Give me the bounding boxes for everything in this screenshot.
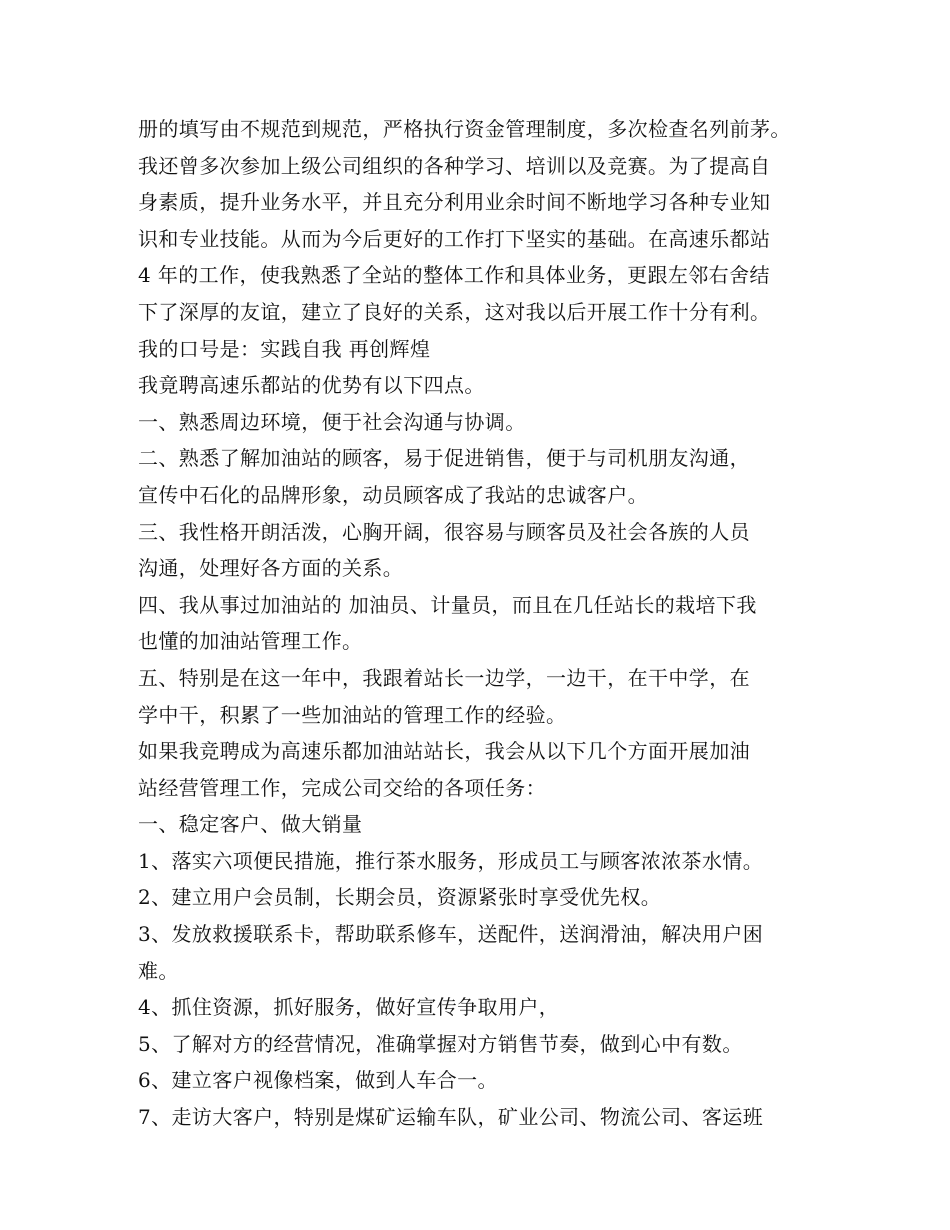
section-heading: 一、稳定客户、做大销量 — [138, 812, 363, 837]
text-line: 沟通，处理好各方面的关系。 — [138, 556, 404, 581]
list-item: 一、熟悉周边环境，便于社会沟通与协调。 — [138, 409, 526, 434]
text-line: 站经营管理工作，完成公司交给的各项任务： — [138, 775, 546, 800]
document-body — [138, 111, 828, 1136]
text-line: 宣传中石化的品牌形象，动员顾客成了我站的忠诚客户。 — [138, 482, 648, 507]
text-line: 也懂的加油站管理工作。 — [138, 629, 363, 654]
list-item: 4、抓住资源，抓好服务，做好宣传争取用户， — [138, 995, 560, 1020]
list-item: 6、建立客户视像档案，做到人车合一。 — [138, 1068, 498, 1093]
list-item: 1、落实六项便民措施，推行茶水服务，形成员工与顾客浓浓茶水情。 — [138, 848, 764, 873]
list-item: 3、发放救援联系卡，帮助联系修车，送配件，送润滑油，解决用户困 — [138, 922, 764, 947]
text-line: 学中干，积累了一些加油站的管理工作的经验。 — [138, 702, 567, 727]
list-item: 7、走访大客户，特别是煤矿运输车队，矿业公司、物流公司、客运班 — [138, 1105, 764, 1130]
list-item: 5、了解对方的经营情况，准确掌握对方销售节奏，做到心中有数。 — [138, 1031, 743, 1056]
text-line: 册的填写由不规范到规范，严格执行资金管理制度，多次检查名列前茅。 — [138, 117, 791, 141]
text-line: 4 年的工作，使我熟悉了全站的整体工作和具体业务，更跟左邻右舍结 — [138, 263, 770, 288]
list-item: 三、我性格开朗活泼，心胸开阔，很容易与顾客员及社会各族的人员 — [138, 519, 750, 544]
slogan-line: 我的口号是：实践自我 再创辉煌 — [138, 336, 431, 361]
text-line: 难。 — [138, 958, 179, 983]
list-item: 2、建立用户会员制，长期会员，资源紧张时享受优先权。 — [138, 885, 662, 910]
list-item: 二、熟悉了解加油站的顾客，易于促进销售，便于与司机朋友沟通， — [138, 446, 750, 471]
text-line: 我还曾多次参加上级公司组织的各种学习、培训以及竞赛。为了提高自 — [138, 153, 771, 178]
text-line: 我竟聘高速乐都站的优势有以下四点。 — [138, 373, 485, 398]
text-line: 如果我竞聘成为高速乐都加油站站长，我会从以下几个方面开展加油 — [138, 739, 750, 764]
list-item: 五、特别是在这一年中，我跟着站长一边学，一边干，在干中学，在 — [138, 665, 750, 690]
text-line: 下了深厚的友谊，建立了良好的关系，这对我以后开展工作十分有利。 — [138, 299, 771, 324]
list-item: 四、我从事过加油站的 加油员、计量员，而且在几任站长的栽培下我 — [138, 592, 757, 617]
text-line: 识和专业技能。从而为今后更好的工作打下坚实的基础。在高速乐都站 — [138, 226, 771, 251]
text-line: 身素质，提升业务水平，并且充分利用业余时间不断地学习各种专业知 — [138, 190, 771, 215]
